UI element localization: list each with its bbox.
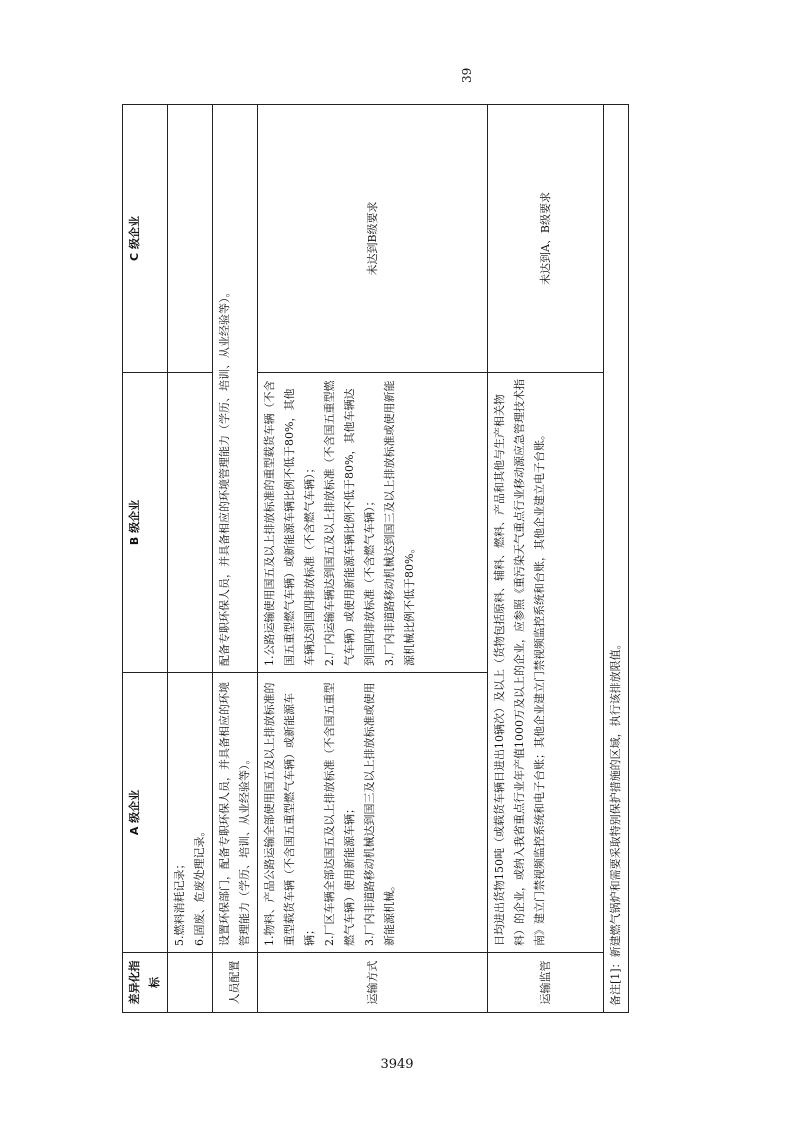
transport-c: 未达到B级要求 xyxy=(258,105,488,373)
staff-indicator: 人员配置 xyxy=(213,953,258,1013)
transport-indicator: 运输方式 xyxy=(258,953,488,1013)
header-c: C 级企业 xyxy=(123,105,168,373)
monitoring-indicator: 运输监管 xyxy=(488,953,604,1013)
monitoring-row xyxy=(488,105,604,1013)
transport-row xyxy=(258,105,488,1013)
transport-a-line: 2.厂区车辆全部达国五及以上排放标准（不含国五重型燃气车辆）使用新能源车辆； xyxy=(323,682,356,946)
staff-bc: 配备专职环保人员，并具备相应的环境管理能力（学历、培训、从业经验等）。 xyxy=(213,105,258,673)
transport-a-line: 3.厂内非道路移动机械达到国三及以上排放标准或使用新能源机械。 xyxy=(363,682,396,946)
transport-b-line: 1.公路运输使用国五及以上排放标准的重型载货车辆（不含国五重型燃气车辆）或新能源车辆比例不低于80%，其他车辆达到国四排放标准（不含燃气车辆）； xyxy=(263,380,316,666)
transport-b xyxy=(258,373,488,673)
staff-a: 设置环保部门，配备专职环保人员，并具备相应的环境管理能力（学历、培训、从业经验等）。 xyxy=(213,673,258,953)
monitoring-ab: 日均进出货物150吨（或载货车辆日进出10辆次）及以上（货物包括原料、辅料、燃料、产品和其他与生产相关物料）的企业，或纳入我省重点行业年产值1000万及以上的企业，应参照《重污染天气重点行业移动源应急管理技术指南》建立门禁视频监控系统和电子台账；其他企业建立门禁视频监控系统和台账，其他企业建立电子台账。 xyxy=(488,373,604,953)
header-b: B 级企业 xyxy=(123,373,168,673)
header-row xyxy=(123,105,168,1013)
staff-row xyxy=(213,105,258,1013)
records-a-line: 5.燃料消耗记录； xyxy=(173,858,186,946)
header-indicator: 差异化指标 xyxy=(123,953,168,1013)
records-a-line: 6.固废、危废处理记录。 xyxy=(193,825,206,946)
records-b xyxy=(168,373,213,673)
note: 备注[1]：新建燃气锅炉和需要采取特别保护措施的区域，执行该排放限值。 xyxy=(604,105,629,1013)
transport-b-line: 2.厂内运输车辆达到国五及以上排放标准（不含国五重型燃气车辆）或使用新能源车辆比例不低于80%，其他车辆达到国四排放标准（不含燃气车辆）； xyxy=(323,380,376,666)
inner-page-number: 39 xyxy=(460,67,474,83)
note-row xyxy=(604,105,629,1013)
records-row xyxy=(168,105,213,1013)
transport-b-line: 3.厂内非道路移动机械达到国三及以上排放标准或使用新能源机械比例不低于80%。 xyxy=(383,380,416,666)
records-c xyxy=(168,105,213,373)
records-indicator xyxy=(168,953,213,1013)
page-number: 3949 xyxy=(380,1057,414,1072)
requirements-table xyxy=(122,104,629,1013)
header-a: A 级企业 xyxy=(123,673,168,953)
monitoring-c: 未达到A、B级要求 xyxy=(488,105,604,373)
transport-a-line: 1.物料、产品公路运输全部使用国五及以上排放标准的重型载货车辆（不含国五重型燃气车辆）或新能源车辆； xyxy=(263,682,316,946)
transport-a xyxy=(258,673,488,953)
records-a xyxy=(168,673,213,953)
